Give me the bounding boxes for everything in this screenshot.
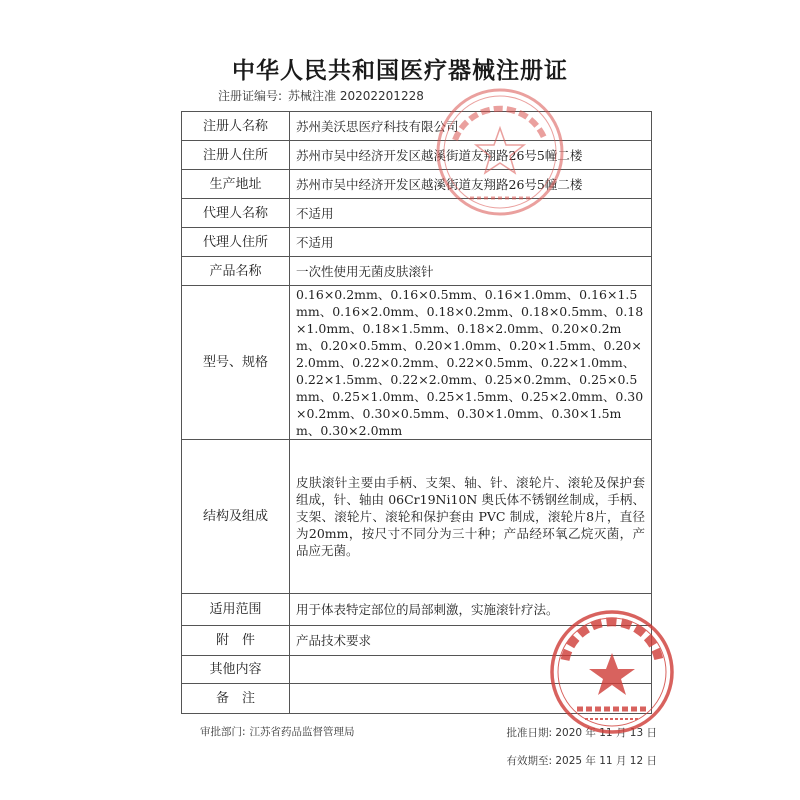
- row-label: 型号、规格: [182, 286, 290, 440]
- table-row: [182, 656, 652, 684]
- row-value: 一次性使用无菌皮肤滚针: [290, 257, 652, 286]
- registration-table: [181, 111, 652, 714]
- row-value: 苏州市吴中经济开发区越溪街道友翔路26号5幢二楼: [290, 170, 652, 199]
- row-label: 代理人住所: [182, 228, 290, 257]
- row-label: 注册人住所: [182, 141, 290, 170]
- row-label: 其他内容: [182, 656, 290, 684]
- document-title: 中华人民共和国医疗器械注册证: [232, 58, 568, 84]
- structure-composition-value: 皮肤滚针主要由手柄、支架、轴、针、滚轮片、滚轮及保护套组成，针、轴由 06Cr19Ni10N 奥氏体不锈钢丝制成，手柄、支架、滚轮片、滚轮和保护套由 PVC 制成，滚轮片8片，直径为20mm，按尺寸不同分为三十种；产品经环氧乙烷灭菌，产品应无菌。: [290, 440, 652, 594]
- table-row: [182, 684, 652, 714]
- table-row: [182, 626, 652, 656]
- row-label: 备 注: [182, 684, 290, 714]
- models-specs-value: 0.16×0.2mm、0.16×0.5mm、0.16×1.0mm、0.16×1.5mm、0.16×2.0mm、0.18×0.2mm、0.18×0.5mm、0.18×1.0mm、0.18×1.5mm、0.18×2.0mm、0.20×0.2mm、0.20×0.5mm、0.20×1.0mm、0.20×1.5mm、0.20×2.0mm、0.22×0.2mm、0.22×0.5mm、0.22×1.0mm、0.22×1.5mm、0.22×2.0mm、0.25×0.2mm、0.25×0.5mm、0.25×1.0mm、0.25×1.5mm、0.25×2.0mm、0.30×0.2mm、0.30×0.5mm、0.30×1.0mm、0.30×1.5mm、0.30×2.0mm: [290, 286, 652, 440]
- row-label: 适用范围: [182, 594, 290, 626]
- approval-date: [506, 725, 657, 740]
- row-value: [290, 656, 652, 684]
- table-row: [182, 286, 652, 440]
- valid-until-date: [506, 753, 657, 768]
- row-label: 结构及组成: [182, 440, 290, 594]
- row-value: 不适用: [290, 199, 652, 228]
- row-label: 生产地址: [182, 170, 290, 199]
- row-value: 苏州美沃思医疗科技有限公司: [290, 112, 652, 141]
- row-value: 不适用: [290, 228, 652, 257]
- table-row: [182, 440, 652, 594]
- row-label: 附 件: [182, 626, 290, 656]
- valid-until-value: 2025 年 11 月 12 日: [555, 755, 657, 767]
- row-value: 用于体表特定部位的局部刺激，实施滚针疗法。: [290, 594, 652, 626]
- approval-date-value: 2020 年 11 月 13 日: [555, 727, 657, 739]
- registration-number: [218, 87, 430, 104]
- valid-until-label: 有效期至:: [506, 755, 553, 767]
- table-row: [182, 257, 652, 286]
- row-value: 苏州市吴中经济开发区越溪街道友翔路26号5幢二楼: [290, 141, 652, 170]
- table-row: [182, 199, 652, 228]
- approval-department-label: 审批部门:: [200, 726, 246, 738]
- row-value: [290, 684, 652, 714]
- table-row: [182, 141, 652, 170]
- row-value: 产品技术要求: [290, 626, 652, 656]
- approval-department-value: 江苏省药品监督管理局: [249, 726, 355, 738]
- row-label: 注册人名称: [182, 112, 290, 141]
- row-label: 产品名称: [182, 257, 290, 286]
- table-row: [182, 228, 652, 257]
- table-row: [182, 112, 652, 141]
- row-label: 代理人名称: [182, 199, 290, 228]
- approval-date-label: 批准日期:: [506, 727, 553, 739]
- table-row: [182, 594, 652, 626]
- table-row: [182, 170, 652, 199]
- registration-number-label: 注册证编号:: [218, 89, 283, 103]
- approval-department: [200, 724, 359, 739]
- registration-number-value: 苏械注准 20202201228: [288, 89, 424, 103]
